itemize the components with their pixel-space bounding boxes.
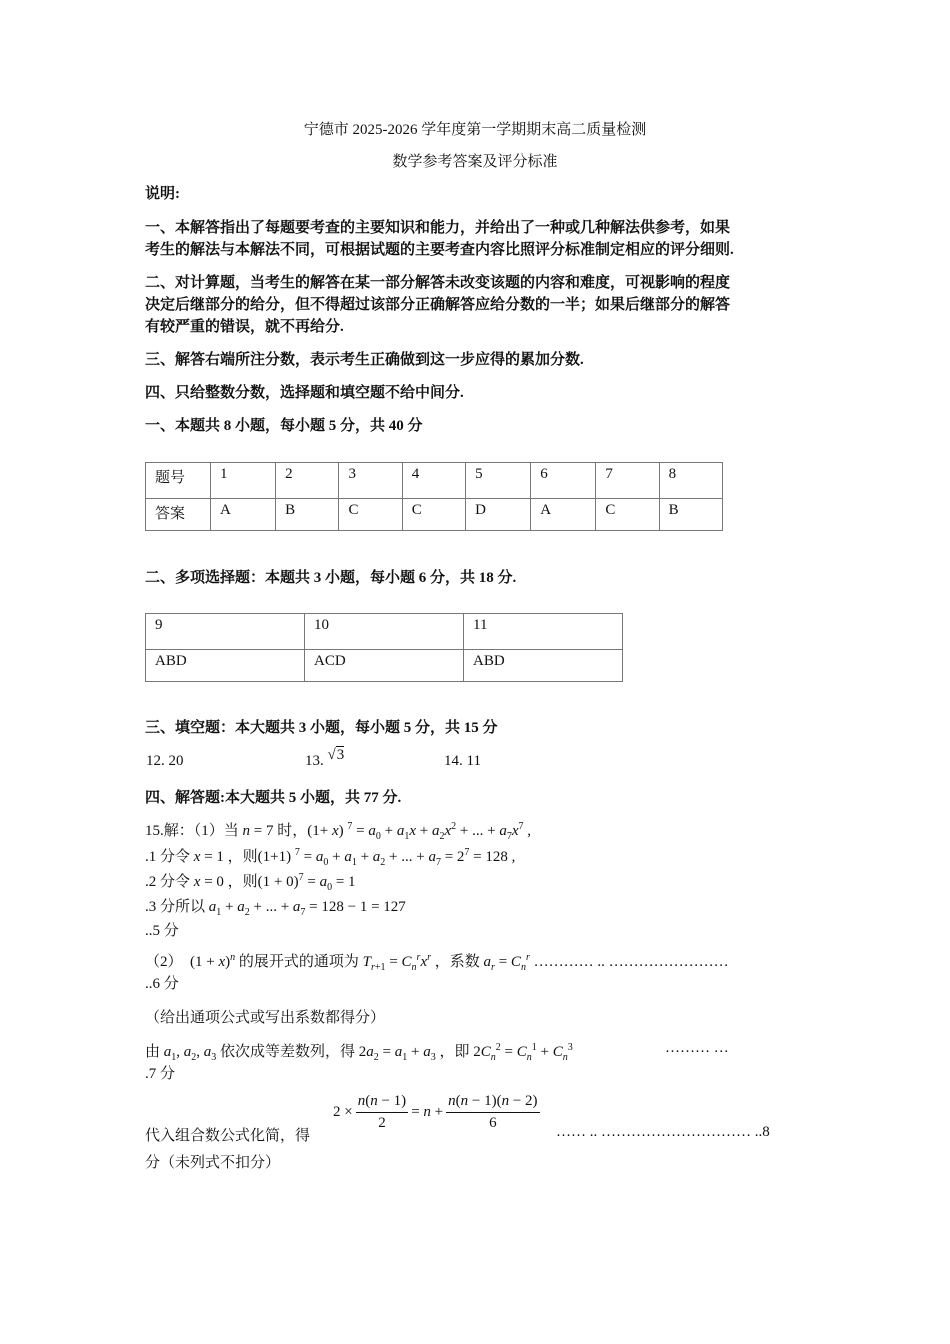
- q15-when-text: 时，: [277, 823, 308, 839]
- note-2-line-3: 有较严重的错误，就不再给分.: [145, 319, 344, 335]
- q15-seq-mid: 依次成等差数列，得: [220, 1044, 356, 1060]
- q15-sub-text: 代入组合数公式化简，得: [145, 1128, 311, 1144]
- q15-line-2: .1 分令 x = 1 ，则(1+1) $^7 = a_0 + a_1 + a_2$ + ... + $a_7 = 2^7 = 128$ ,: [145, 847, 516, 868]
- note-1-line-1: 一、本解答指出了每题要考查的主要知识和能力，并给出了一种或几种解法供参考，如果: [145, 220, 731, 236]
- section1-heading: 一、本题共 8 小题，每小题 5 分，共 40 分: [145, 418, 423, 434]
- section4-heading: 四、解答题:本大题共 5 小题，共 77 分.: [145, 790, 402, 806]
- table-row: [146, 499, 723, 531]
- q15-score-2: .2 分令: [145, 874, 191, 890]
- fraction-left: $\frac{n(n - 1)}{2}$: [357, 1093, 407, 1131]
- table-cell: 6: [531, 463, 596, 499]
- note-3: 三、解答右端所注分数，表示考生正确做到这一步应得的累加分数.: [145, 352, 584, 368]
- table-cell: C: [596, 499, 659, 531]
- table-cell: A: [211, 499, 276, 531]
- q15-score-5: ..5 分: [145, 923, 179, 939]
- table-row: [146, 463, 723, 499]
- table-cell: B: [659, 499, 722, 531]
- table-cell: 7: [596, 463, 659, 499]
- notes-label: 说明:: [145, 186, 180, 202]
- q15-seq-prefix: 由: [145, 1044, 161, 1060]
- q15-score-8: 分（未列式不扣分）: [145, 1155, 281, 1171]
- section3-heading: 三、填空题：本大题共 3 小题，每小题 5 分，共 15 分: [145, 720, 498, 736]
- answer-13-radicand: 3: [336, 747, 345, 763]
- note-1-line-2: 考生的解法与本解法不同，可根据试题的主要考查内容比照评分标准制定相应的评分细则.: [145, 242, 734, 258]
- q15-part2-coef: ，系数: [434, 954, 480, 970]
- table-cell: 8: [659, 463, 722, 499]
- table-cell: 2: [276, 463, 339, 499]
- page-subtitle: 数学参考答案及评分标准: [392, 154, 558, 170]
- table-cell: 9: [146, 614, 305, 650]
- q15-part2-prefix: （2）: [145, 954, 183, 970]
- q15-prefix: 15.解：（1）当: [145, 823, 239, 839]
- answer-13-label: 13.: [305, 753, 324, 769]
- table-cell: ABD: [146, 650, 305, 682]
- table-cell: ABD: [464, 650, 623, 682]
- fraction-right: $\frac{n(n - 1)(n - 2)}{6}$: [448, 1093, 538, 1131]
- table-cell: 11: [464, 614, 623, 650]
- q15-score-3: .3 分所以: [145, 899, 206, 915]
- q15-formula: 2 × $\frac{n(n - 1)}{2}$ = n + $\frac{n(n - 1)(n - 2)}{6}$: [333, 1093, 538, 1131]
- note-4: 四、只给整数分数，选择题和填空题不给中间分.: [145, 385, 464, 401]
- q15-part2-line: （2） $(1 + x)^n$ 的展开式的通项为 $T_{r+1} = C_n^rx^r$ ，系数 $a_r = C_n^r$ ………… .. ……………………: [145, 952, 729, 973]
- answer-14: 14. 11: [444, 753, 481, 769]
- page-title: 宁德市 2025-2026 学年度第一学期期末高二质量检测: [303, 122, 647, 138]
- section2-answer-table: [145, 613, 623, 682]
- table-cell-label: 答案: [146, 499, 211, 531]
- table-cell: 4: [402, 463, 465, 499]
- table-cell: 3: [339, 463, 402, 499]
- q15-part2-mid: 的展开式的通项为: [238, 954, 359, 970]
- q15-seq-line: 由 $a_1$, $a_2$, $a_3$ 依次成等差数列，得 $2a_2 = a_1 + a_3$ ，即 $2C_n^2 = C_n^1 + C_n^3$: [145, 1042, 573, 1063]
- q15-dots-8: …… .. ………………………… ..8: [556, 1124, 770, 1140]
- q15-score-7: .7 分: [145, 1066, 176, 1082]
- table-cell: 1: [211, 463, 276, 499]
- section1-answer-table: [145, 462, 723, 531]
- sqrt-icon: √3: [327, 747, 345, 763]
- q15-score-6: ..6 分: [145, 976, 179, 992]
- q15-seq-ie: ，即: [439, 1044, 470, 1060]
- table-cell: 10: [305, 614, 464, 650]
- answer-12: 12. 20: [146, 753, 184, 769]
- table-row: [146, 650, 623, 682]
- q15-line-4: .3 分所以 $a_1 + a_2$ + ... + $a_7 = 128 - 1 = 127$: [145, 899, 406, 918]
- note-2-line-1: 二、对计算题，当考生的解答在某一部分解答未改变该题的内容和难度，可视影响的程度: [145, 275, 731, 291]
- note-2-line-2: 决定后继部分的给分，但不得超过该部分正确解答应给分数的一半；如果后继部分的解答: [145, 297, 731, 313]
- table-cell: B: [276, 499, 339, 531]
- table-cell: A: [531, 499, 596, 531]
- table-cell: ACD: [305, 650, 464, 682]
- table-cell-label: 题号: [146, 463, 211, 499]
- q15-score-1: .1 分令: [145, 849, 191, 865]
- table-cell: D: [466, 499, 531, 531]
- section2-heading: 二、多项选择题：本题共 3 小题，每小题 6 分，共 18 分.: [145, 570, 517, 586]
- q15-line-3: .2 分令 x = 0 ，则$(1 + 0)^7 = a_0 = 1$: [145, 872, 356, 893]
- q15-dots-6: ………… .. ……………………: [533, 954, 729, 970]
- table-cell: 5: [466, 463, 531, 499]
- answer-13: [305, 747, 345, 770]
- q15-then-2: ，则: [227, 874, 258, 890]
- q15-note: （给出通项公式或写出系数都得分）: [145, 1010, 386, 1026]
- q15-then-1: ，则: [227, 849, 258, 865]
- table-row: [146, 614, 623, 650]
- q15-dots-7: ……… …: [665, 1040, 729, 1056]
- q15-line-1: 15.解：（1）当 n = 7 时，(1+ x) $^7 = a_0 + a_1x + a_2x^2$ + ... + $a_7x^7$ ,: [145, 821, 531, 842]
- table-cell: C: [339, 499, 402, 531]
- table-cell: C: [402, 499, 465, 531]
